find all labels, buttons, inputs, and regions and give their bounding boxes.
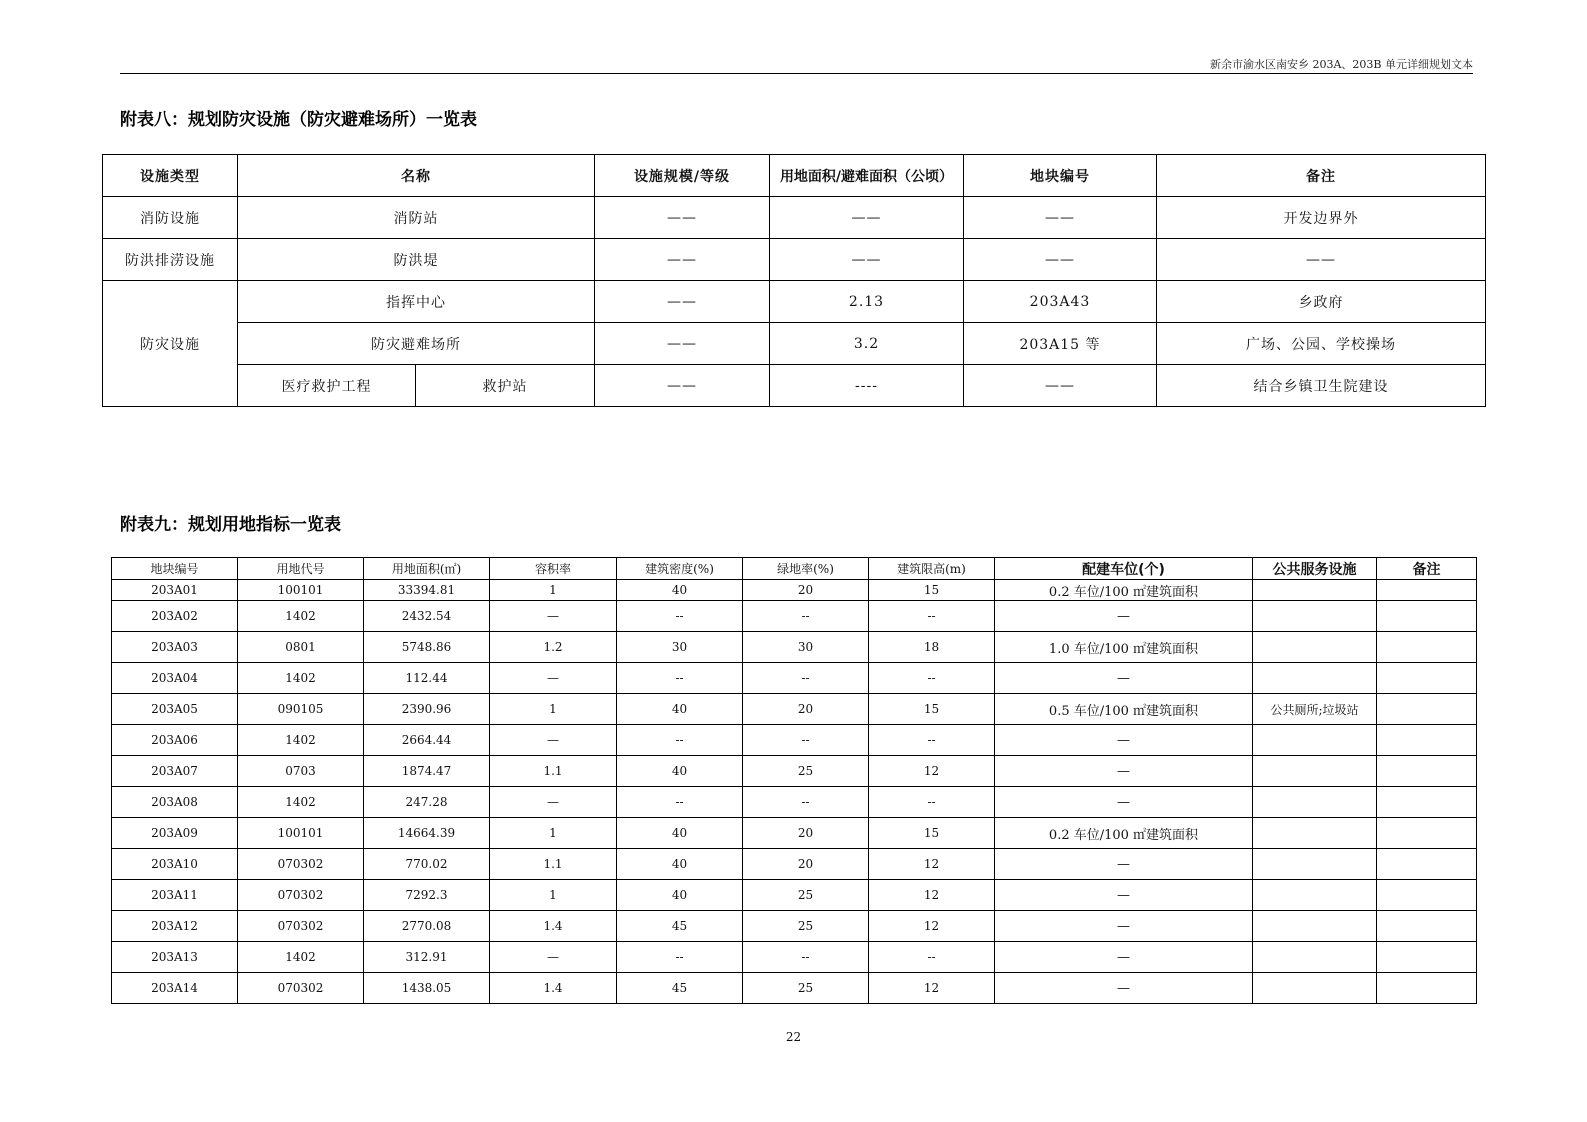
table-cell: 3.2 [770, 323, 964, 365]
table-cell: — [995, 911, 1253, 942]
table-cell: 30 [617, 632, 743, 663]
table-cell: 防灾避难场所 [238, 323, 595, 365]
column-header: 配建车位(个) [995, 558, 1253, 580]
table-cell: 消防站 [238, 197, 595, 239]
table-cell: 1402 [238, 787, 364, 818]
table-cell: 1.2 [490, 632, 617, 663]
table-cell: 1 [490, 880, 617, 911]
column-header: 绿地率(%) [743, 558, 869, 580]
table-cell: -- [743, 601, 869, 632]
table-cell: 40 [617, 756, 743, 787]
table-cell: 1.0 车位/100 ㎡建筑面积 [995, 632, 1253, 663]
table-cell: — [490, 601, 617, 632]
table-header-row [103, 155, 1486, 197]
table9-title: 附表九：规划用地指标一览表 [120, 515, 341, 535]
table-cell: -- [869, 725, 995, 756]
table-cell: 203A43 [964, 281, 1157, 323]
table-cell: — [995, 663, 1253, 694]
table-cell: 203A01 [112, 580, 238, 601]
table-row [112, 880, 1477, 911]
table-cell: 1 [490, 694, 617, 725]
table-cell: 203A02 [112, 601, 238, 632]
column-header: 设施规模/等级 [595, 155, 770, 197]
table-cell: -- [869, 942, 995, 973]
table-cell: 12 [869, 973, 995, 1004]
table-row [112, 725, 1477, 756]
table-cell: 1402 [238, 725, 364, 756]
table-row [112, 663, 1477, 694]
column-header: 用地面积/避难面积（公顷） [770, 155, 964, 197]
table-cell: -- [743, 663, 869, 694]
table-cell [1253, 911, 1377, 942]
table-cell: 结合乡镇卫生院建设 [1157, 365, 1486, 407]
column-header: 用地面积(㎡) [364, 558, 490, 580]
table-cell: 15 [869, 694, 995, 725]
column-header: 设施类型 [103, 155, 238, 197]
table-cell: -- [743, 725, 869, 756]
table-cell: 070302 [238, 849, 364, 880]
table-cell: -- [743, 942, 869, 973]
table-cell: —— [964, 239, 1157, 281]
table-cell: —— [595, 365, 770, 407]
table-cell [1377, 601, 1477, 632]
table-cell: 40 [617, 694, 743, 725]
table-cell [1253, 663, 1377, 694]
table-cell: 防洪排涝设施 [103, 239, 238, 281]
table-cell: 5748.86 [364, 632, 490, 663]
table-cell: — [490, 787, 617, 818]
table-cell [1253, 756, 1377, 787]
table-cell: —— [964, 365, 1157, 407]
table-row [112, 818, 1477, 849]
table-cell: — [995, 942, 1253, 973]
table-cell: 25 [743, 756, 869, 787]
table-cell: —— [595, 281, 770, 323]
table-cell: -- [617, 725, 743, 756]
table-cell: 203A11 [112, 880, 238, 911]
table-cell: —— [770, 239, 964, 281]
table-cell: 203A05 [112, 694, 238, 725]
table-cell [1253, 818, 1377, 849]
column-header: 备注 [1157, 155, 1486, 197]
table-cell: 40 [617, 849, 743, 880]
table-cell: 770.02 [364, 849, 490, 880]
table8-title: 附表八：规划防灾设施（防灾避难场所）一览表 [120, 110, 477, 130]
table-cell: 2664.44 [364, 725, 490, 756]
table-row [112, 580, 1477, 601]
table-cell: 203A06 [112, 725, 238, 756]
table-cell: 40 [617, 580, 743, 601]
table-cell: — [995, 973, 1253, 1004]
table-cell [1253, 725, 1377, 756]
table-row [103, 281, 1486, 323]
table-cell: — [995, 756, 1253, 787]
table-cell: 1438.05 [364, 973, 490, 1004]
table-row [103, 323, 1486, 365]
disaster-facilities-table [102, 154, 1486, 407]
table-cell: 12 [869, 756, 995, 787]
table-cell: 12 [869, 911, 995, 942]
table-cell: 2390.96 [364, 694, 490, 725]
table-row [112, 632, 1477, 663]
table-row [112, 787, 1477, 818]
table-cell: — [995, 880, 1253, 911]
table-cell [1377, 880, 1477, 911]
table-cell [1253, 849, 1377, 880]
table-cell: 2432.54 [364, 601, 490, 632]
table-cell: — [995, 849, 1253, 880]
table-cell: 090105 [238, 694, 364, 725]
table-cell: -- [869, 601, 995, 632]
table-cell: — [490, 663, 617, 694]
table-cell: 247.28 [364, 787, 490, 818]
table-cell [1377, 818, 1477, 849]
table-cell: 25 [743, 973, 869, 1004]
table-cell [1377, 787, 1477, 818]
header-rule [120, 73, 1473, 74]
table-cell: 0703 [238, 756, 364, 787]
table-cell: 070302 [238, 973, 364, 1004]
table-cell: 203A03 [112, 632, 238, 663]
table-cell: -- [617, 787, 743, 818]
table-row [103, 365, 1486, 407]
table-cell [1377, 632, 1477, 663]
table-cell: -- [617, 942, 743, 973]
table-cell [1253, 880, 1377, 911]
table-cell: 0801 [238, 632, 364, 663]
table-row [112, 911, 1477, 942]
table-cell: 1.1 [490, 849, 617, 880]
table-cell: 12 [869, 880, 995, 911]
table-cell [1377, 725, 1477, 756]
table-cell: 112.44 [364, 663, 490, 694]
table-cell [1377, 942, 1477, 973]
table-header-row [112, 558, 1477, 580]
table-cell: —— [964, 197, 1157, 239]
table-cell: -- [869, 663, 995, 694]
table-cell: 40 [617, 818, 743, 849]
table-row [112, 756, 1477, 787]
table-cell: -- [617, 663, 743, 694]
table-cell: 1 [490, 580, 617, 601]
table-cell: 开发边界外 [1157, 197, 1486, 239]
table-cell [1253, 601, 1377, 632]
column-header: 地块编号 [964, 155, 1157, 197]
table-cell: 14664.39 [364, 818, 490, 849]
table-cell: 医疗救护工程 [238, 365, 416, 407]
table-cell [1377, 756, 1477, 787]
table-cell: 203A12 [112, 911, 238, 942]
table-cell: -- [743, 787, 869, 818]
table-cell: 1 [490, 818, 617, 849]
land-use-indicators-table [111, 557, 1477, 1004]
table-cell: — [490, 725, 617, 756]
column-header: 容积率 [490, 558, 617, 580]
table-cell: 公共厕所;垃圾站 [1253, 694, 1377, 725]
table-cell: 0.5 车位/100 ㎡建筑面积 [995, 694, 1253, 725]
table-row [103, 239, 1486, 281]
running-header: 新余市渝水区南安乡 203A、203B 单元详细规划文本 [1209, 58, 1473, 71]
column-header: 建筑限高(m) [869, 558, 995, 580]
column-header: 公共服务设施 [1253, 558, 1377, 580]
table-cell [1253, 632, 1377, 663]
table-cell: —— [1157, 239, 1486, 281]
table-body [112, 580, 1477, 1004]
table-cell: ---- [770, 365, 964, 407]
table-cell: 30 [743, 632, 869, 663]
table-cell: 203A08 [112, 787, 238, 818]
table-cell: 消防设施 [103, 197, 238, 239]
table-cell: 203A15 等 [964, 323, 1157, 365]
table-cell: -- [869, 787, 995, 818]
table-cell: 070302 [238, 911, 364, 942]
table-cell: — [995, 601, 1253, 632]
table-row [112, 973, 1477, 1004]
table-cell: 20 [743, 580, 869, 601]
table-cell: —— [595, 197, 770, 239]
table-cell: 0.2 车位/100 ㎡建筑面积 [995, 580, 1253, 601]
table-row [112, 694, 1477, 725]
table-cell: — [995, 787, 1253, 818]
table-cell: 15 [869, 580, 995, 601]
table-cell: 7292.3 [364, 880, 490, 911]
table-cell: 203A13 [112, 942, 238, 973]
page-number: 22 [785, 1030, 802, 1044]
table-cell: 312.91 [364, 942, 490, 973]
table-cell [1377, 580, 1477, 601]
table-cell: — [995, 725, 1253, 756]
column-header: 建筑密度(%) [617, 558, 743, 580]
table-cell: 100101 [238, 580, 364, 601]
table-cell [1377, 694, 1477, 725]
table-cell: 203A10 [112, 849, 238, 880]
table-cell: 救护站 [416, 365, 595, 407]
table-cell: —— [770, 197, 964, 239]
table-cell: 2.13 [770, 281, 964, 323]
table-cell: 20 [743, 694, 869, 725]
table-cell: 203A09 [112, 818, 238, 849]
column-header: 名称 [238, 155, 595, 197]
table-cell: 指挥中心 [238, 281, 595, 323]
table-cell: 12 [869, 849, 995, 880]
table-cell: 45 [617, 911, 743, 942]
table-cell: 15 [869, 818, 995, 849]
column-header: 备注 [1377, 558, 1477, 580]
table-cell: -- [617, 601, 743, 632]
table-cell: 1402 [238, 601, 364, 632]
table-cell: —— [595, 239, 770, 281]
column-header: 用地代号 [238, 558, 364, 580]
table-cell: 40 [617, 880, 743, 911]
table-cell: —— [595, 323, 770, 365]
table-row [112, 849, 1477, 880]
table-row [112, 601, 1477, 632]
table-cell: 防洪堤 [238, 239, 595, 281]
table-cell [1253, 580, 1377, 601]
table-cell: 25 [743, 911, 869, 942]
table-cell: 广场、公园、学校操场 [1157, 323, 1486, 365]
table-cell: 20 [743, 818, 869, 849]
table-cell: — [490, 942, 617, 973]
table-cell: 1402 [238, 663, 364, 694]
table-cell: 203A07 [112, 756, 238, 787]
table-cell: 防灾设施 [103, 281, 238, 407]
table-cell: 203A14 [112, 973, 238, 1004]
table-cell: 33394.81 [364, 580, 490, 601]
table-cell: 2770.08 [364, 911, 490, 942]
table-cell: 1402 [238, 942, 364, 973]
table-cell [1253, 942, 1377, 973]
table-cell: 070302 [238, 880, 364, 911]
table-cell [1253, 973, 1377, 1004]
table-cell: 20 [743, 849, 869, 880]
table-cell: 乡政府 [1157, 281, 1486, 323]
table-cell: 1.1 [490, 756, 617, 787]
column-header: 地块编号 [112, 558, 238, 580]
table-cell [1377, 911, 1477, 942]
table-cell [1377, 973, 1477, 1004]
table-cell: 45 [617, 973, 743, 1004]
table-row [103, 197, 1486, 239]
table-cell [1253, 787, 1377, 818]
table-cell [1377, 849, 1477, 880]
table-cell: 18 [869, 632, 995, 663]
table-cell: 1.4 [490, 973, 617, 1004]
table-cell: 1874.47 [364, 756, 490, 787]
table-cell: 0.2 车位/100 ㎡建筑面积 [995, 818, 1253, 849]
table-row [112, 942, 1477, 973]
table-cell [1377, 663, 1477, 694]
table-cell: 25 [743, 880, 869, 911]
table-cell: 1.4 [490, 911, 617, 942]
table-cell: 203A04 [112, 663, 238, 694]
table-cell: 100101 [238, 818, 364, 849]
